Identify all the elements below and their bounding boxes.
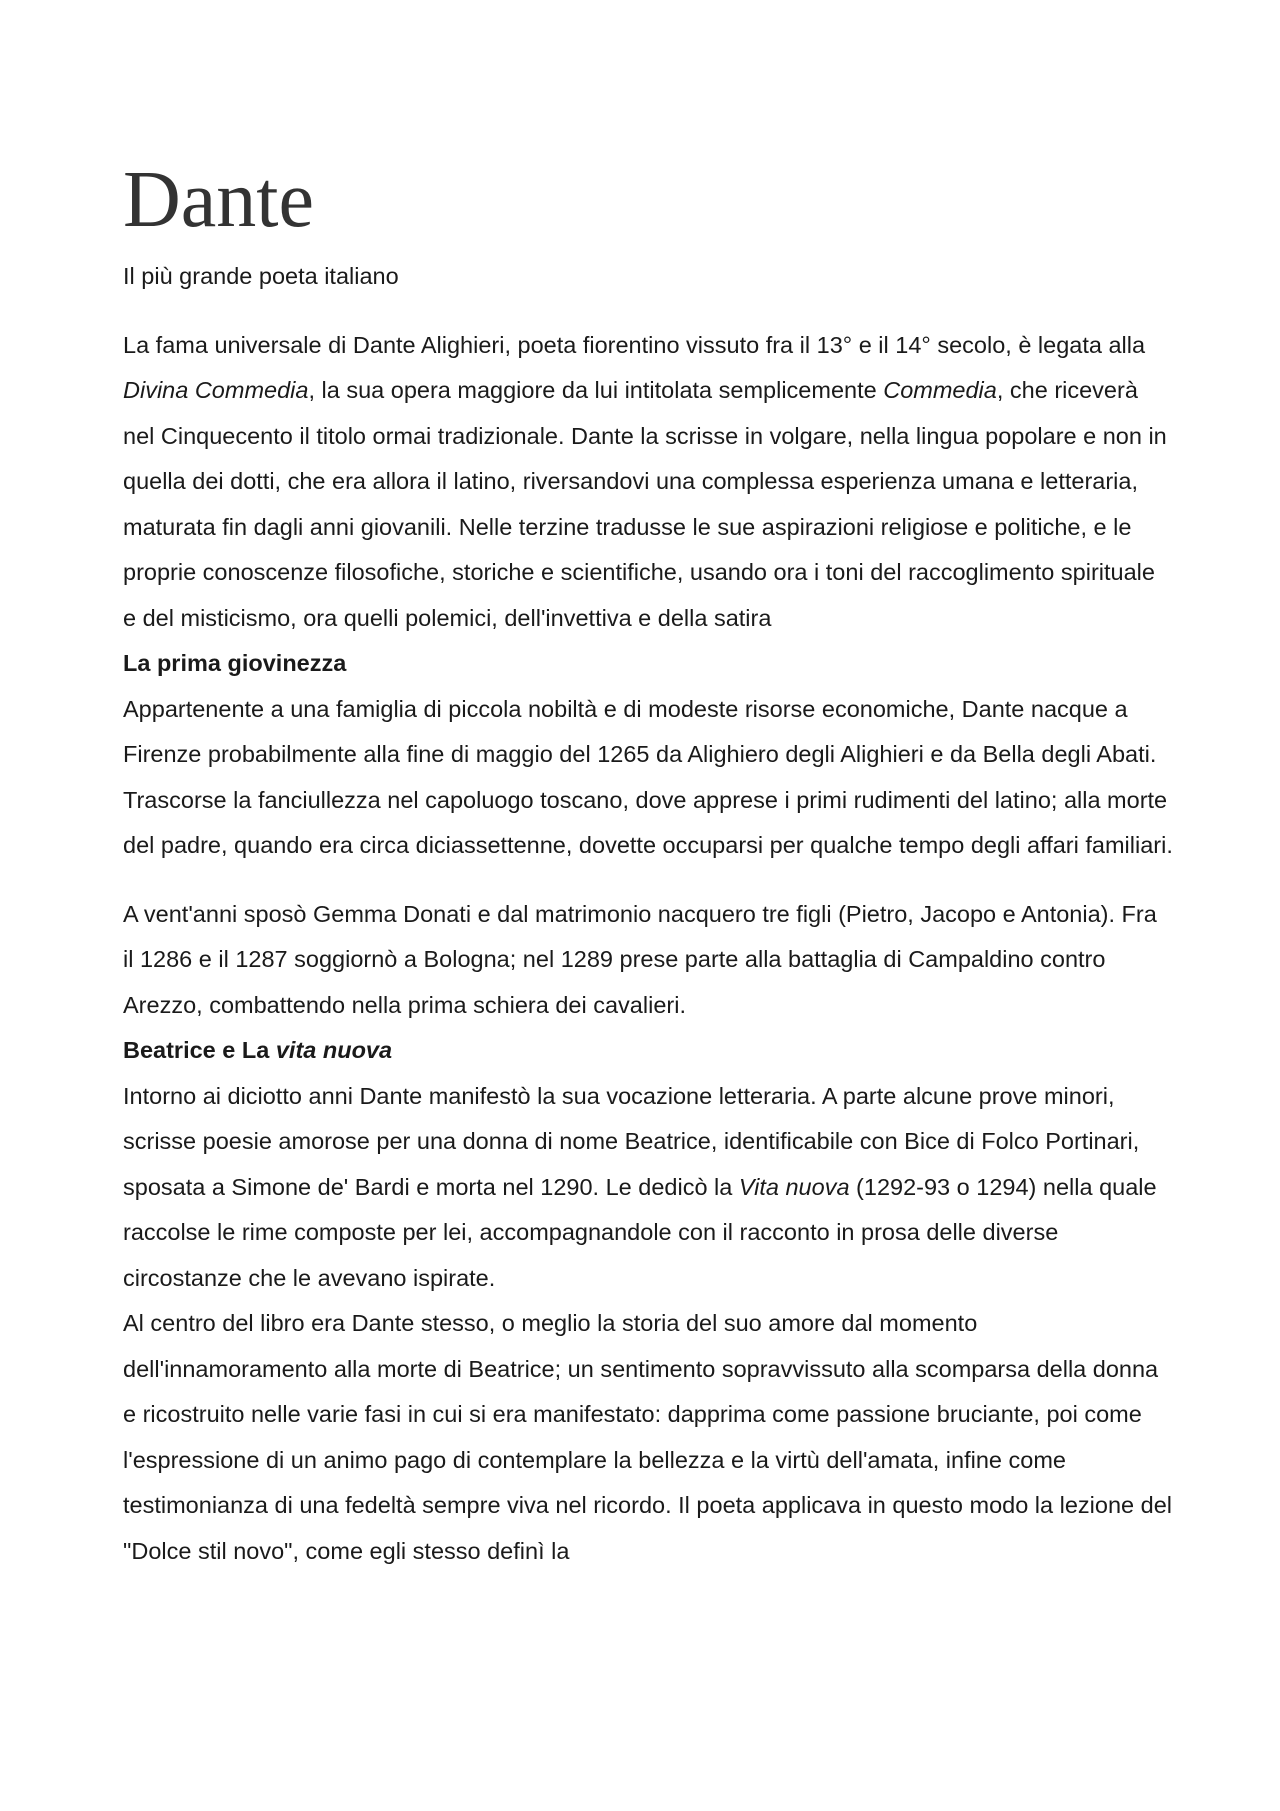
intro-italic-2: Commedia	[883, 377, 997, 403]
section-heading-beatrice	[123, 1028, 1173, 1074]
intro-text-2: , la sua opera maggiore da lui intitolata semplicemente	[308, 377, 884, 403]
section2-heading-text: Beatrice e La	[123, 1037, 276, 1063]
page-subtitle: Il più grande poeta italiano	[123, 263, 399, 289]
intro-paragraph	[123, 323, 1173, 642]
intro-text-1: La fama universale di Dante Alighieri, poeta fiorentino vissuto fra il 13° e il 14° secolo, è legata alla	[123, 331, 1146, 358]
section2-heading-italic: vita nuova	[275, 1037, 393, 1063]
section2-p1-italic: Vita nuova	[738, 1173, 850, 1200]
section2-paragraph-1	[123, 1074, 1173, 1302]
intro-italic-1: Divina Commedia	[123, 377, 309, 403]
section2-p1-text-2: (1292-93 o 1294) nella quale raccolse le rime composte per lei, accompagnandole con il racconto in prosa delle diverse circostanze che le avevano ispirate.	[123, 1173, 1157, 1291]
section2-p1-text-1: Intorno ai diciotto anni Dante manifestò la sua vocazione letteraria. A parte alcune prove minori, scrisse poesie amorose per una donna di nome Beatrice, identificabile con Bice di Folco Portinari, sposata a Simone de' Bardi e morta nel 1290. Le dedicò la	[123, 1082, 1140, 1200]
section1-paragraph-1: Appartenente a una famiglia di piccola nobiltà e di modeste risorse economiche, Dante nacque a Firenze probabilmente alla fine di maggio del 1265 da Alighiero degli Alighieri e da Bella degli Abati. Trascorse la fanciullezza nel capoluogo toscano, dove apprese i primi rudimenti del latino; alla morte del padre, quando era circa diciassettenne, dovette occuparsi per qualche tempo degli affari familiari.	[123, 695, 1173, 858]
page-title: Dante	[123, 156, 315, 244]
document-page	[123, 150, 1173, 1574]
section1-paragraph-2: A vent'anni sposò Gemma Donati e dal matrimonio nacquero tre figli (Pietro, Jacopo e Antonia). Fra il 1286 e il 1287 soggiornò a Bologna; nel 1289 prese parte alla battaglia di Campaldino contro Arezzo, combattendo nella prima schiera dei cavalieri.	[123, 900, 1157, 1018]
section-heading-prima-giovinezza: La prima giovinezza	[123, 650, 347, 676]
intro-text-3: , che riceverà nel Cinquecento il titolo ormai tradizionale. Dante la scrisse in volgare, nella lingua popolare e non in quella dei dotti, che era allora il latino, riversandovi una complessa esperienza umana e letteraria, maturata fin dagli anni giovanili. Nelle terzine tradusse le sue aspirazioni religiose e politiche, e le proprie conoscenze filosofiche, storiche e scientifiche, usando ora i toni del raccoglimento spirituale e del misticismo, ora quelli polemici, dell'invettiva e della satira	[123, 377, 1167, 631]
section2-paragraph-2: Al centro del libro era Dante stesso, o meglio la storia del suo amore dal momento dell'innamoramento alla morte di Beatrice; un sentimento sopravvissuto alla scomparsa della donna e ricostruito nelle varie fasi in cui si era manifestato: dapprima come passione bruciante, poi come l'espressione di un animo pago di contemplare la bellezza e la virtù dell'amata, infine come testimonianza di una fedeltà sempre viva nel ricordo. Il poeta applicava in questo modo la lezione del "Dolce stil novo", come egli stesso definì la	[123, 1310, 1172, 1564]
